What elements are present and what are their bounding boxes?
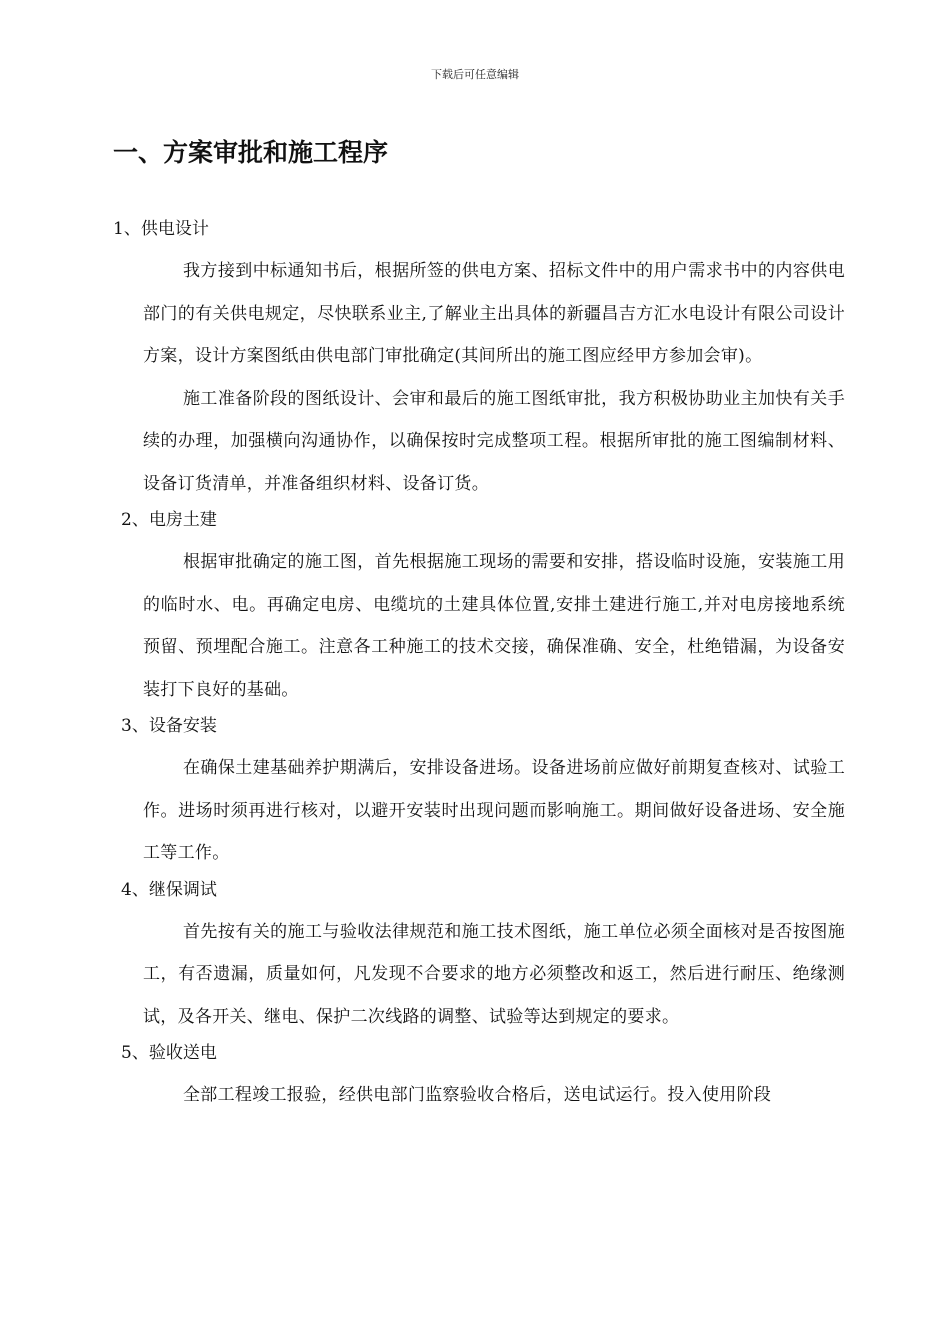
section-heading-5: 5、验收送电 [121, 1043, 217, 1063]
section-heading-3: 3、设备安装 [121, 716, 217, 736]
document-body [0, 214, 950, 1117]
header-note: 下载后可任意编辑 [431, 68, 519, 81]
section-5-paragraph-1: 全部工程竣工报验，经供电部门监察验收合格后，送电试运行。投入使用阶段 [183, 1085, 772, 1105]
section-1-paragraph-2: 施工准备阶段的图纸设计、会审和最后的施工图纸审批，我方积极协助业主加快有关手续的办理，加强横向沟通协作，以确保按时完成整项工程。根据所审批的施工图编制材料、设备订货清单，并准备组织材料、设备订货。 [143, 388, 845, 494]
section-heading-4: 4、继保调试 [121, 879, 217, 900]
section-3-paragraph-1: 在确保土建基础养护期满后，安排设备进场。设备进场前应做好前期复查核对、试验工作。进场时须再进行核对，以避开安装时出现问题而影响施工。期间做好设备进场、安全施工等工作。 [143, 758, 845, 863]
section-heading-2: 2、电房土建 [121, 510, 217, 530]
section-2-paragraph-1: 根据审批确定的施工图，首先根据施工现场的需要和安排，搭设临时设施，安装施工用的临时水、电。再确定电房、电缆坑的土建具体位置,安排土建进行施工,并对电房接地系统预留、预埋配合施工。注意各工种施工的技术交接，确保准确、安全，杜绝错漏，为设备安装打下良好的基础。 [143, 552, 845, 700]
section-heading-1: 1、供电设计 [113, 219, 209, 239]
section-1-paragraph-1: 我方接到中标通知书后，根据所签的供电方案、招标文件中的用户需求书中的内容供电部门的有关供电规定，尽快联系业主,了解业主出具体的新疆昌吉方汇水电设计有限公司设计方案，设计方案图纸由供电部门审批确定(其间所出的施工图应经甲方参加会审)。 [143, 261, 845, 366]
section-4-paragraph-1: 首先按有关的施工与验收法律规范和施工技术图纸，施工单位必须全面核对是否按图施工，有否遗漏，质量如何，凡发现不合要求的地方必须整改和返工，然后进行耐压、绝缘测试，及各开关、继电、保护二次线路的调整、试验等达到规定的要求。 [143, 921, 845, 1027]
document-title: 一、方案审批和施工程序 [113, 138, 389, 167]
